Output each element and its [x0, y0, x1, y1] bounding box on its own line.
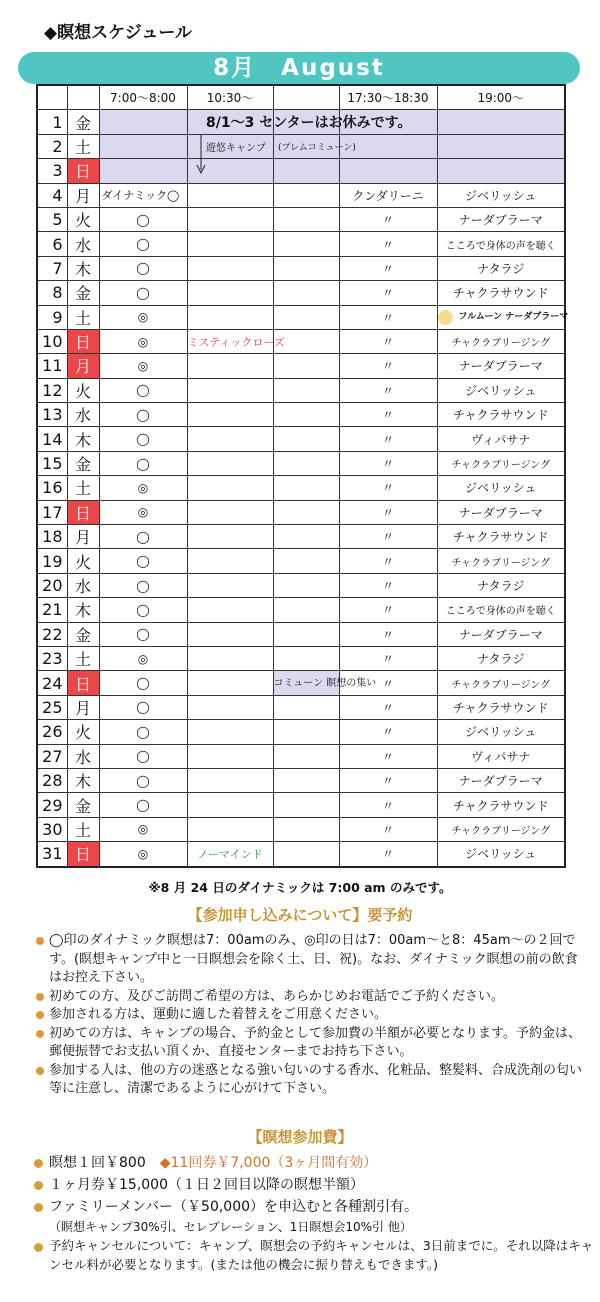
- slot-evening-1: 〃: [339, 378, 437, 402]
- weekday: 木: [67, 768, 99, 792]
- slot-special: [273, 622, 339, 646]
- bullet-icon: [36, 1011, 44, 1019]
- slot-morning: ◯: [99, 525, 187, 549]
- table-row: [37, 403, 565, 427]
- day-number: 19: [37, 549, 67, 573]
- weekday: 火: [67, 720, 99, 744]
- slot-evening-1: 〃: [339, 793, 437, 817]
- weekday: 水: [67, 232, 99, 256]
- slot-morning: ◯: [99, 573, 187, 597]
- day-number: 25: [37, 695, 67, 719]
- slot-morning: ◎: [99, 329, 187, 353]
- slot-evening-2: ナーダブラーマ: [437, 768, 565, 792]
- slot-1030: [187, 525, 273, 549]
- slot-special: [273, 646, 339, 670]
- day-number: 6: [37, 232, 67, 256]
- slot-special: [273, 525, 339, 549]
- slot-evening-2: ジベリッシュ: [437, 183, 565, 207]
- slot-evening-1: 〃: [339, 207, 437, 231]
- slot-morning: ◎: [99, 305, 187, 329]
- slot-special: [273, 598, 339, 622]
- table-row: [37, 842, 565, 867]
- slot-evening-2: こころで身体の声を聴く: [437, 598, 565, 622]
- slot-evening-1: 〃: [339, 671, 437, 695]
- slot-1030: [187, 671, 273, 695]
- closed-cell: [437, 134, 565, 158]
- slot-special: [273, 500, 339, 524]
- day-number: 29: [37, 793, 67, 817]
- slot-morning: ◎: [99, 354, 187, 378]
- table-row: [37, 598, 565, 622]
- slot-morning: ◯: [99, 671, 187, 695]
- slot-evening-2: チャクラサウンド: [437, 695, 565, 719]
- page-title: ◆瞑想スケジュール: [44, 23, 193, 43]
- slot-special: [273, 305, 339, 329]
- day-number: 1: [37, 110, 67, 134]
- slot-evening-2: チャクラブリージング: [437, 451, 565, 475]
- slot-1030: [187, 183, 273, 207]
- slot-morning: ◯: [99, 427, 187, 451]
- slot-evening-1: 〃: [339, 500, 437, 524]
- slot-evening-2: ナーダブラーマ: [437, 622, 565, 646]
- table-row: [37, 281, 565, 305]
- fee-item: [34, 1152, 594, 1174]
- weekday: 金: [67, 451, 99, 475]
- slot-morning: ◯: [99, 451, 187, 475]
- weekday: 土: [67, 817, 99, 841]
- dynamic-note: ※8 月 24 日のダイナミックは 7:00 am のみです。: [148, 880, 452, 895]
- fee-cancel: 予約キャンセルについて：キャンプ、瞑想会の予約キャンセルは、3日前までに。それ以降はキャンセル料が必要となります。(または他の機会に振り替えもできます。): [49, 1238, 594, 1272]
- slot-special: コミューン 瞑想の集い: [273, 671, 339, 695]
- slot-evening-1: 〃: [339, 646, 437, 670]
- slot-1030: [187, 256, 273, 280]
- table-row: [37, 378, 565, 402]
- slot-1030: [187, 573, 273, 597]
- slot-special: [273, 403, 339, 427]
- slot-evening-1: 〃: [339, 329, 437, 353]
- slot-1030: [187, 622, 273, 646]
- slot-1030: [187, 403, 273, 427]
- slot-morning: ◯: [99, 598, 187, 622]
- slot-evening-1: 〃: [339, 695, 437, 719]
- day-number: 23: [37, 646, 67, 670]
- table-row: [37, 573, 565, 597]
- slot-1030: [187, 817, 273, 841]
- table-row: [37, 305, 565, 329]
- premu-label: (プレムコミューン): [278, 143, 356, 153]
- slot-morning: ◯: [99, 720, 187, 744]
- list-item: [36, 1006, 586, 1025]
- day-number: 15: [37, 451, 67, 475]
- table-row: [37, 525, 565, 549]
- bullet-icon: [34, 1203, 43, 1212]
- table-row: [37, 744, 565, 768]
- fee-single: 瞑想１回￥800: [49, 1155, 146, 1171]
- slot-evening-2: チャクラブリージング: [437, 549, 565, 573]
- list-item-text: ◯印のダイナミック瞑想は7：00amのみ、◎印の日は7：00am〜と8：45am〜の２回です。(瞑想キャンプ中と一日瞑想会を除く土、日、祝)。なお、ダイナミック瞑想の前の飲食はお控え下さい。: [49, 933, 578, 985]
- fullmoon-label: フルムーン ナーダブラーマ: [458, 312, 569, 323]
- slot-1030: ノーマインド: [187, 842, 273, 867]
- slot-morning: ◯: [99, 744, 187, 768]
- table-row: [37, 817, 565, 841]
- slot-morning: ◎: [99, 646, 187, 670]
- slot-1030: [187, 427, 273, 451]
- apply-list: [36, 932, 586, 1099]
- slot-evening-2: [437, 305, 569, 329]
- closed-cell: [273, 159, 339, 183]
- weekday: 日: [67, 842, 99, 867]
- slot-1030: [187, 476, 273, 500]
- schedule-table: [36, 84, 569, 868]
- day-number: 9: [37, 305, 67, 329]
- slot-evening-1: 〃: [339, 427, 437, 451]
- slot-evening-1: 〃: [339, 842, 437, 867]
- weekday: 土: [67, 476, 99, 500]
- weekday: 木: [67, 427, 99, 451]
- slot-evening-2: ナタラジ: [437, 573, 565, 597]
- slot-1030: [187, 305, 273, 329]
- table-row: [37, 695, 565, 719]
- day-number: 27: [37, 744, 67, 768]
- day-number: 16: [37, 476, 67, 500]
- weekday: 火: [67, 549, 99, 573]
- weekday: 水: [67, 403, 99, 427]
- fee-sub: （瞑想キャンプ30%引、セレブレーション、1日瞑想会10%引 他）: [49, 1220, 412, 1234]
- slot-special: [273, 183, 339, 207]
- slot-evening-2: ナーダブラーマ: [437, 500, 565, 524]
- weekday: 火: [67, 207, 99, 231]
- slot-evening-1: 〃: [339, 549, 437, 573]
- weekday: 水: [67, 744, 99, 768]
- day-number: 7: [37, 256, 67, 280]
- slot-morning: ◯: [99, 768, 187, 792]
- list-item: [36, 988, 586, 1007]
- slot-1030: [187, 744, 273, 768]
- day-number: 2: [37, 134, 67, 158]
- slot-evening-1: クンダリーニ: [339, 183, 437, 207]
- day-number: 11: [37, 354, 67, 378]
- slot-evening-1: 〃: [339, 573, 437, 597]
- slot-special: [273, 451, 339, 475]
- bullet-icon: [34, 1243, 43, 1252]
- closed-cell: [99, 159, 187, 183]
- slot-1030: [187, 378, 273, 402]
- weekday: 日: [67, 671, 99, 695]
- table-row: [37, 207, 565, 231]
- header-cell: [67, 85, 99, 110]
- slot-morning: ◯: [99, 695, 187, 719]
- closed-cell: [437, 110, 565, 134]
- list-item-text: 参加する人は、他の方の迷惑となる強い匂いのする香水、化粧品、整髪料、合成洗剤の匂い等に注意し、清潔であるように心がけて下さい。: [49, 1062, 583, 1096]
- slot-evening-2: ナタラジ: [437, 646, 565, 670]
- slot-morning: ◯: [99, 232, 187, 256]
- fee-heading: 【瞑想参加費】: [247, 1128, 353, 1146]
- day-number: 4: [37, 183, 67, 207]
- slot-special: [273, 476, 339, 500]
- slot-morning: ◯: [99, 378, 187, 402]
- weekday: 日: [67, 329, 99, 353]
- slot-evening-1: 〃: [339, 720, 437, 744]
- slot-1030: [187, 354, 273, 378]
- fee-item: [34, 1174, 594, 1196]
- slot-morning: ◎: [99, 842, 187, 867]
- weekday: 日: [67, 159, 99, 183]
- weekday: 水: [67, 573, 99, 597]
- weekday: 月: [67, 525, 99, 549]
- table-row: [37, 159, 565, 183]
- fee-item: [34, 1236, 594, 1274]
- slot-evening-1: 〃: [339, 232, 437, 256]
- table-row: [37, 500, 565, 524]
- slot-1030: ミスティックローズ: [187, 329, 273, 353]
- list-item: [36, 932, 586, 988]
- slot-special: [273, 354, 339, 378]
- day-number: 30: [37, 817, 67, 841]
- slot-special: [273, 256, 339, 280]
- slot-evening-2: ヴィパサナ: [437, 744, 565, 768]
- slot-1030: [187, 768, 273, 792]
- weekday: 金: [67, 281, 99, 305]
- table-row: [37, 768, 565, 792]
- slot-1030: [187, 281, 273, 305]
- weekday: 金: [67, 110, 99, 134]
- slot-evening-1: 〃: [339, 817, 437, 841]
- slot-evening-2: こころで身体の声を聴く: [437, 232, 565, 256]
- day-number: 22: [37, 622, 67, 646]
- slot-morning: ◯: [99, 207, 187, 231]
- slot-evening-2: ナーダブラーマ: [437, 207, 565, 231]
- slot-evening-1: 〃: [339, 768, 437, 792]
- slot-morning: ◯: [99, 256, 187, 280]
- slot-evening-2: ナタラジ: [437, 256, 565, 280]
- header-cell: 19:00〜: [437, 85, 565, 110]
- day-number: 21: [37, 598, 67, 622]
- slot-evening-2: ジベリッシュ: [437, 476, 565, 500]
- slot-evening-1: 〃: [339, 451, 437, 475]
- slot-evening-2: ジベリッシュ: [437, 842, 565, 867]
- slot-evening-1: 〃: [339, 525, 437, 549]
- weekday: 月: [67, 695, 99, 719]
- slot-evening-1: 〃: [339, 403, 437, 427]
- bullet-icon: [36, 993, 44, 1001]
- slot-special: [273, 207, 339, 231]
- slot-1030: [187, 549, 273, 573]
- slot-evening-1: 〃: [339, 598, 437, 622]
- closed-cell: [99, 134, 187, 158]
- weekday: 木: [67, 598, 99, 622]
- bullet-icon: [36, 1067, 44, 1075]
- slot-special: [273, 720, 339, 744]
- day-number: 31: [37, 842, 67, 867]
- slot-evening-2: ナーダブラーマ: [437, 354, 565, 378]
- slot-evening-2: ジベリッシュ: [437, 720, 565, 744]
- closed-cell: [99, 110, 187, 134]
- table-row: [37, 622, 565, 646]
- weekday: 日: [67, 500, 99, 524]
- day-number: 18: [37, 525, 67, 549]
- day-number: 3: [37, 159, 67, 183]
- slot-special: [273, 232, 339, 256]
- slot-morning: ◎: [99, 500, 187, 524]
- slot-evening-2: チャクラサウンド: [437, 525, 565, 549]
- slot-morning: ◎: [99, 476, 187, 500]
- slot-evening-2: チャクラサウンド: [437, 281, 565, 305]
- slot-evening-1: 〃: [339, 305, 437, 329]
- list-item-text: 初めての方、及びご訪問ご希望の方は、あらかじめお電話でご予約ください。: [49, 988, 505, 1004]
- table-row: [37, 646, 565, 670]
- slot-morning: ◎: [99, 817, 187, 841]
- slot-special: [273, 549, 339, 573]
- fee-item: [34, 1196, 594, 1218]
- slot-morning: ◯: [99, 549, 187, 573]
- fee-list: [34, 1152, 594, 1274]
- fee-monthly: １ヶ月券￥15,000（１日２回目以降の瞑想半額）: [49, 1177, 364, 1193]
- table-row: [37, 476, 565, 500]
- day-number: 8: [37, 281, 67, 305]
- header-cell: [273, 85, 339, 110]
- table-row: [37, 549, 565, 573]
- weekday: 月: [67, 354, 99, 378]
- bullet-icon: [34, 1159, 43, 1168]
- slot-evening-1: 〃: [339, 476, 437, 500]
- table-row: [37, 793, 565, 817]
- slot-evening-1: 〃: [339, 622, 437, 646]
- slot-special: [273, 427, 339, 451]
- slot-1030: [187, 695, 273, 719]
- table-row: [37, 671, 565, 695]
- weekday: 土: [67, 646, 99, 670]
- slot-special: [273, 744, 339, 768]
- day-number: 17: [37, 500, 67, 524]
- slot-1030: [187, 232, 273, 256]
- day-number: 20: [37, 573, 67, 597]
- list-item-text: 初めての方は、キャンプの場合、予約金として参加費の半額が必要となります。予約金は、郵便振替でお支払い頂くか、直接センターまでお持ち下さい。: [49, 1025, 581, 1059]
- bullet-icon: [34, 1181, 43, 1190]
- table-row: [37, 720, 565, 744]
- slot-special: [273, 842, 339, 867]
- bullet-icon: [36, 1030, 44, 1038]
- header-cell: 17:30〜18:30: [339, 85, 437, 110]
- camp-label: 遊悠キャンプ: [206, 143, 266, 154]
- table-row: [37, 427, 565, 451]
- slot-evening-2: チャクラブリージング: [437, 329, 565, 353]
- table-row: [37, 183, 565, 207]
- weekday: 木: [67, 256, 99, 280]
- day-number: 14: [37, 427, 67, 451]
- table-row: [37, 354, 565, 378]
- slot-evening-2: チャクラサウンド: [437, 403, 565, 427]
- fee-ticket: ◆11回券￥7,000（3ヶ月間有効）: [159, 1155, 378, 1171]
- closed-cell: [339, 159, 437, 183]
- list-item: [36, 1062, 586, 1099]
- header-cell: 10:30〜: [187, 85, 273, 110]
- closed-cell: [437, 159, 565, 183]
- slot-morning: ◯: [99, 793, 187, 817]
- list-item-text: 参加される方は、運動に適した着替えをご用意ください。: [49, 1007, 388, 1022]
- table-row: [37, 256, 565, 280]
- weekday: 金: [67, 793, 99, 817]
- slot-evening-1: 〃: [339, 354, 437, 378]
- slot-special: [273, 695, 339, 719]
- fee-family: ファミリーメンバー（￥50,000）を申込むと各種割引有。: [49, 1199, 419, 1215]
- slot-evening-2: ヴィパサナ: [437, 427, 565, 451]
- slot-1030: [187, 451, 273, 475]
- slot-evening-1: 〃: [339, 744, 437, 768]
- day-number: 28: [37, 768, 67, 792]
- day-number: 24: [37, 671, 67, 695]
- slot-morning: ◯: [99, 281, 187, 305]
- list-item: [36, 1025, 586, 1062]
- slot-evening-2: チャクラブリージング: [437, 671, 565, 695]
- day-number: 10: [37, 329, 67, 353]
- full-moon-icon: [438, 310, 453, 325]
- slot-special: [273, 817, 339, 841]
- weekday: 金: [67, 622, 99, 646]
- slot-1030: [187, 720, 273, 744]
- slot-morning: ◯: [99, 403, 187, 427]
- table-row: [37, 329, 565, 353]
- month-banner: 8月 August: [18, 52, 580, 84]
- slot-special: [273, 793, 339, 817]
- day-number: 5: [37, 207, 67, 231]
- day-number: 12: [37, 378, 67, 402]
- slot-1030: [187, 500, 273, 524]
- header-row: [37, 85, 565, 110]
- closed-notice: 8/1〜3 センターはお休みです。: [206, 115, 412, 131]
- slot-evening-2: チャクラサウンド: [437, 793, 565, 817]
- weekday: 火: [67, 378, 99, 402]
- header-cell: 7:00〜8:00: [99, 85, 187, 110]
- slot-special: [273, 573, 339, 597]
- slot-evening-2: ジベリッシュ: [437, 378, 565, 402]
- slot-special: [273, 378, 339, 402]
- slot-evening-1: 〃: [339, 281, 437, 305]
- table-row: [37, 232, 565, 256]
- slot-special: [273, 768, 339, 792]
- slot-evening-2: チャクラブリージング: [437, 817, 565, 841]
- apply-heading: 【参加申し込みについて】要予約: [187, 906, 413, 924]
- weekday: 土: [67, 305, 99, 329]
- weekday: 土: [67, 134, 99, 158]
- slot-special: [273, 281, 339, 305]
- day-number: 13: [37, 403, 67, 427]
- slot-1030: [187, 646, 273, 670]
- slot-morning: ◯: [99, 622, 187, 646]
- down-arrow-icon: [196, 134, 206, 174]
- table-row: [37, 451, 565, 475]
- weekday: 月: [67, 183, 99, 207]
- slot-1030: [187, 207, 273, 231]
- slot-evening-1: 〃: [339, 256, 437, 280]
- bullet-icon: [36, 937, 44, 945]
- slot-1030: [187, 598, 273, 622]
- slot-1030: [187, 793, 273, 817]
- header-cell: [37, 85, 67, 110]
- slot-morning: ダイナミック◯: [99, 183, 187, 207]
- day-number: 26: [37, 720, 67, 744]
